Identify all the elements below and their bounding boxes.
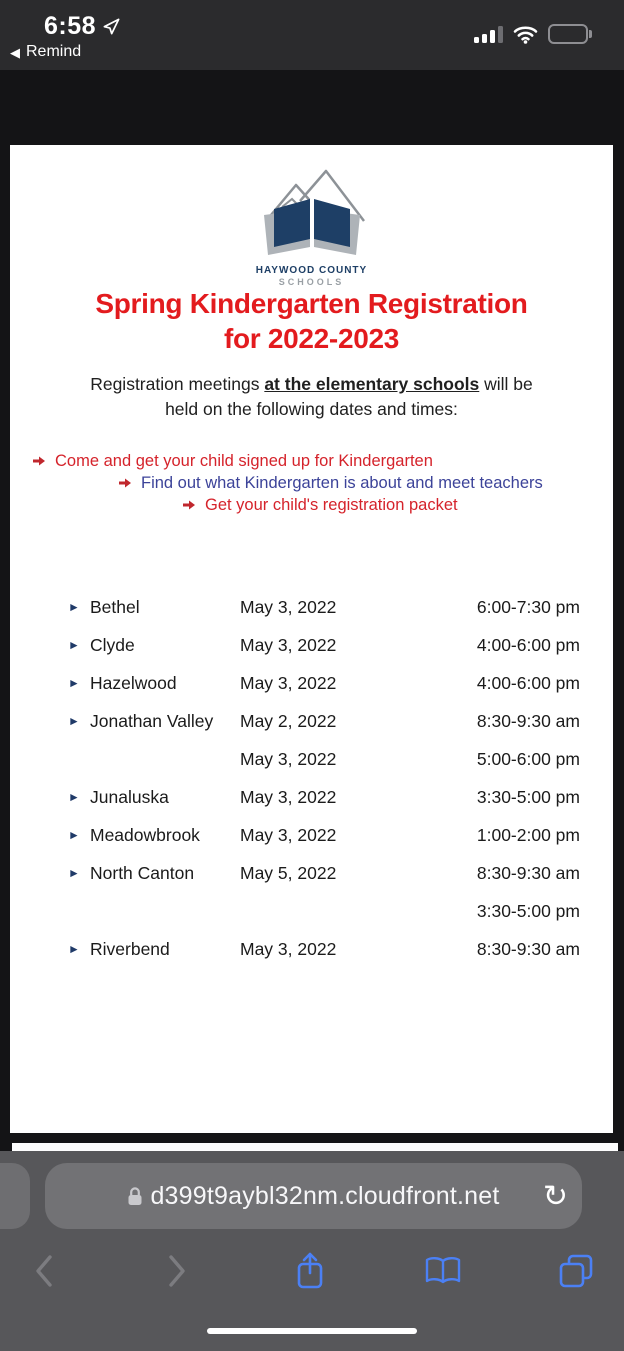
meeting-time: 8:30-9:30 am: [476, 938, 580, 959]
intro-post: will be: [479, 374, 533, 394]
intro-line2: held on the following dates and times:: [165, 399, 458, 419]
meeting-time: 1:00-2:00 pm: [476, 824, 580, 845]
meeting-date: May 3, 2022: [240, 786, 337, 807]
meeting-date: May 5, 2022: [240, 862, 337, 883]
back-triangle-icon: ◀: [10, 44, 20, 60]
school-name: Riverbend: [90, 938, 170, 959]
row-bullet-icon: ►: [68, 942, 80, 956]
clock-time: 6:58: [44, 12, 97, 40]
list-item-text: Come and get your child signed up for Kindergarten: [55, 452, 433, 470]
meeting-date: May 3, 2022: [240, 938, 337, 959]
tabs-button[interactable]: [548, 1243, 604, 1299]
book-icon: [423, 1255, 463, 1287]
meeting-time: 6:00-7:30 pm: [476, 596, 580, 617]
highlights-list: [10, 450, 613, 516]
table-row: [10, 702, 613, 740]
chevron-right-icon: [171, 1257, 183, 1285]
table-row: [10, 816, 613, 854]
url-text: d399t9aybl32nm.cloudfront.net: [150, 1181, 500, 1210]
school-name: Clyde: [90, 634, 135, 655]
status-bar: [0, 0, 624, 70]
share-button[interactable]: [282, 1243, 338, 1299]
back-to-app-link[interactable]: [10, 43, 81, 61]
list-item-text: Find out what Kindergarten is about and meet teachers: [141, 474, 543, 492]
safari-bottom-bar: [0, 1151, 624, 1351]
browser-toolbar: [0, 1237, 624, 1307]
row-bullet-icon: ►: [68, 714, 80, 728]
red-arrow-bullet-icon: [182, 499, 196, 511]
table-row: [10, 664, 613, 702]
row-bullet-icon: ►: [68, 638, 80, 652]
bookmarks-button[interactable]: [415, 1243, 471, 1299]
document-page: [10, 145, 613, 1133]
location-arrow-icon: [102, 17, 121, 36]
logo-text-line1: HAYWOOD COUNTY: [255, 265, 368, 276]
table-row: [10, 930, 613, 968]
row-bullet-icon: ►: [68, 600, 80, 614]
chevron-left-icon: [38, 1257, 50, 1285]
row-bullet-icon: ►: [68, 828, 80, 842]
meeting-time: 3:30-5:00 pm: [476, 900, 580, 921]
meeting-time: 4:00-6:00 pm: [476, 634, 580, 655]
school-name: Hazelwood: [90, 672, 177, 693]
meeting-date: May 3, 2022: [240, 824, 337, 845]
refresh-icon[interactable]: ↻: [542, 1179, 568, 1213]
row-bullet-icon: ►: [68, 790, 80, 804]
intro-paragraph: [10, 372, 613, 422]
tabs-icon: [558, 1253, 594, 1289]
school-logo: [10, 163, 613, 287]
meeting-date: May 3, 2022: [240, 634, 337, 655]
list-item: [10, 472, 613, 494]
cellular-signal-icon: [474, 26, 503, 43]
meeting-time: 3:30-5:00 pm: [476, 786, 580, 807]
adjacent-tab-peek[interactable]: [0, 1163, 30, 1229]
meeting-date: May 3, 2022: [240, 596, 337, 617]
haywood-logo-graphic: [252, 163, 372, 259]
table-row: [10, 854, 613, 892]
school-name: Bethel: [90, 596, 140, 617]
row-bullet-icon: ►: [68, 676, 80, 690]
table-row: [10, 588, 613, 626]
status-icons: [474, 24, 592, 44]
meeting-time: 8:30-9:30 am: [476, 710, 580, 731]
next-page-edge: [12, 1143, 618, 1151]
logo-text-line2: SCHOOLS: [278, 277, 345, 287]
table-row: [10, 740, 613, 778]
registration-schedule-table: [10, 588, 613, 968]
row-bullet-icon: ►: [68, 866, 80, 880]
meeting-time: 4:00-6:00 pm: [476, 672, 580, 693]
school-name: Junaluska: [90, 786, 169, 807]
school-name: Jonathan Valley: [90, 710, 214, 731]
battery-icon: [548, 24, 592, 44]
page-title-line1: Spring Kindergarten Registration: [95, 288, 528, 319]
forward-button[interactable]: [149, 1243, 205, 1299]
share-icon: [294, 1251, 326, 1291]
home-indicator[interactable]: [207, 1328, 417, 1334]
red-arrow-bullet-icon: [32, 455, 46, 467]
meeting-time: 8:30-9:30 am: [476, 862, 580, 883]
back-app-label: Remind: [26, 43, 82, 60]
list-item: [10, 494, 613, 516]
intro-emphasis: at the elementary schools: [264, 374, 480, 394]
table-row: [10, 626, 613, 664]
meeting-time: 5:00-6:00 pm: [476, 748, 580, 769]
table-row: [10, 892, 613, 930]
school-name: North Canton: [90, 862, 195, 883]
meeting-date: May 3, 2022: [240, 672, 337, 693]
lock-icon: [127, 1186, 143, 1207]
address-bar[interactable]: [45, 1163, 582, 1229]
status-time-group: [44, 12, 121, 41]
page-title-line2: for 2022-2023: [223, 323, 400, 354]
list-item-text: Get your child's registration packet: [205, 496, 458, 514]
red-arrow-bullet-icon: [118, 477, 132, 489]
meeting-date: May 2, 2022: [240, 710, 337, 731]
intro-pre: Registration meetings: [90, 374, 265, 394]
list-item: [10, 450, 613, 472]
meeting-date: May 3, 2022: [240, 748, 337, 769]
page-title: [10, 286, 613, 356]
school-name: Meadowbrook: [90, 824, 200, 845]
wifi-icon: [513, 25, 538, 44]
back-button[interactable]: [16, 1243, 72, 1299]
table-row: [10, 778, 613, 816]
